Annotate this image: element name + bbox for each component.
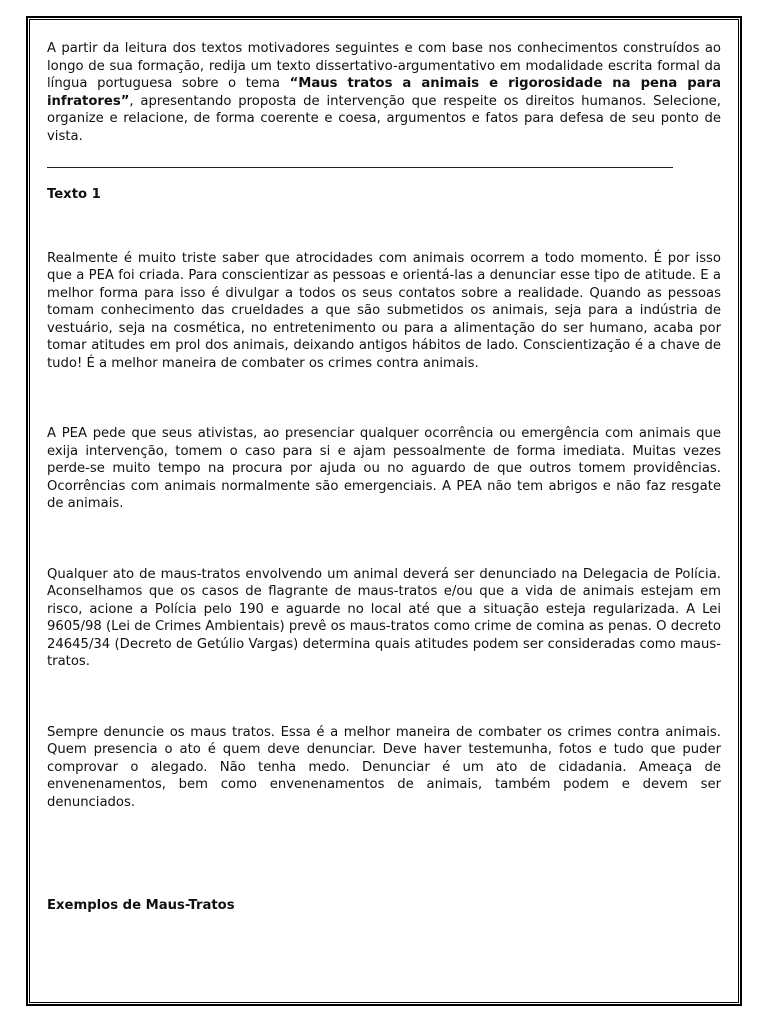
- essay-instructions: [47, 40, 721, 145]
- instructions-text-end: , apresentando proposta de intervenção que respeite os direitos humanos. Selecione, organize e relacione, de forma coerente e coesa, argumentos e fatos para defesa de seu ponto de vista.: [47, 93, 721, 144]
- texto-1-heading: Texto 1: [47, 187, 101, 202]
- paragraph-1: Realmente é muito triste saber que atrocidades com animais ocorrem a todo momento. É por isso que a PEA foi criada. Para conscientizar as pessoas e orientá-las a denunciar esse tipo de atitude. E a melhor forma para isso é divulgar a todos os seus contatos sobre a realidade. Quando as pessoas tomam conhecimento das crueldades a que são submetidos os animais, seja para a indústria de vestuário, seja na cosmética, no entretenimento ou para a alimentação do ser humano, acaba por tomar atitudes em prol dos animais, deixando antigos hábitos de lado. Conscientização é a chave de tudo! É a melhor maneira de combater os crimes contra animais.: [47, 250, 721, 371]
- paragraph-4: Sempre denuncie os maus tratos. Essa é a melhor maneira de combater os crimes contra animais. Quem presencia o ato é quem deve denunciar. Deve haver testemunha, fotos e tudo que puder comprovar o alegado. Não tenha medo. Denunciar é um ato de cidadania. Ameaça de envenenamentos, bem como envenenamentos de animais, também podem e devem ser denunciados.: [47, 724, 721, 810]
- separator-line: [47, 167, 673, 168]
- instructions-text-start: A partir da leitura dos textos motivadores seguintes e com base nos conhecimentos construídos ao longo de sua formação, redija um texto dissertativo-argumentativo em modalidade escrita formal da língua portuguesa sobre o tema: [47, 41, 721, 91]
- paragraph-2: A PEA pede que seus ativistas, ao presenciar qualquer ocorrência ou emergência com animais que exija intervenção, tomem o caso para si e ajam pessoalmente de forma imediata. Muitas vezes perde-se muito tempo na procura por ajuda ou no aguardo de que outros tomem providências. Ocorrências com animais normalmente são emergenciais. A PEA não tem abrigos e não faz resgate de animais.: [47, 426, 721, 511]
- examples-heading: Exemplos de Maus-Tratos: [47, 898, 235, 913]
- document-content: [47, 40, 721, 915]
- essay-theme: “Maus tratos a animais e rigorosidade na pena para infratores”: [47, 76, 721, 109]
- paragraph-3: Qualquer ato de maus-tratos envolvendo um animal deverá ser denunciado na Delegacia de Polícia. Aconselhamos que os casos de flagrante de maus-tratos e/ou que a vida de animais estejam em risco, acione a Polícia pelo 190 e aguarde no local até que a situação esteja regularizada. A Lei 9605/98 (Lei de Crimes Ambientais) prevê os maus-tratos como crime de comina as penas. O decreto 24645/34 (Decreto de Getúlio Vargas) determina quais atitudes podem ser consideradas como maus-tratos.: [47, 566, 721, 669]
